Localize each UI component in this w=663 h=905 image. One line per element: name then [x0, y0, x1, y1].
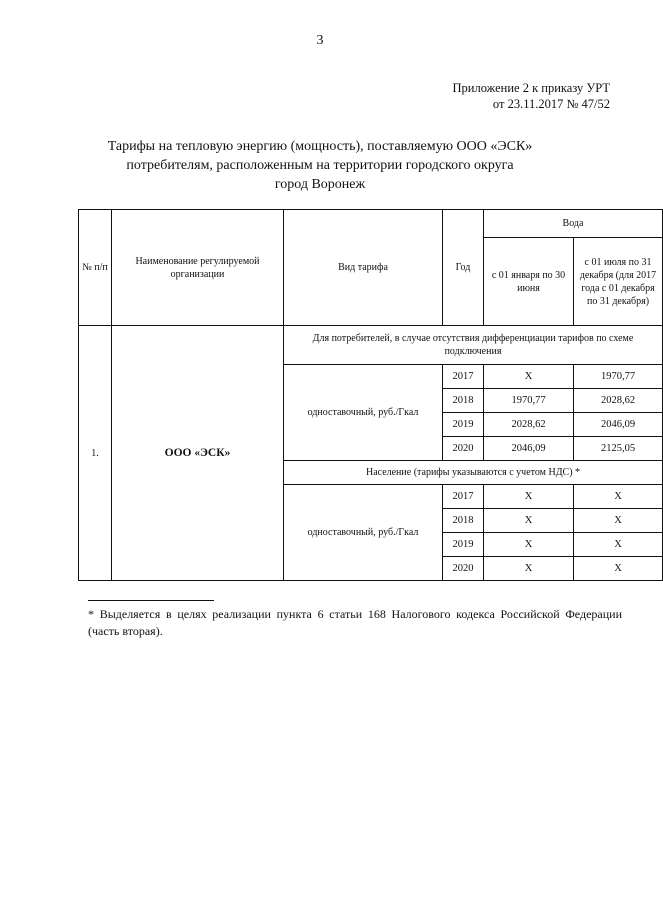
document-title [80, 137, 560, 194]
footnote-divider [88, 600, 214, 601]
page-number: 3 [316, 33, 324, 48]
tariff-table [78, 209, 663, 581]
title-line-3: город Воронеж [274, 177, 366, 192]
header-organization: Наименование регулируемой организации [112, 210, 284, 326]
period-1-value: 1970,77 [484, 389, 574, 413]
organization-name: ООО «ЭСК» [112, 326, 284, 581]
tariff-type-cell: одноставочный, руб./Гкал [284, 365, 443, 461]
period-2-value: 1970,77 [574, 365, 663, 389]
year-cell: 2020 [443, 437, 484, 461]
title-line-1: Тарифы на тепловую энергию (мощность), поставляемую ООО «ЭСК» [107, 139, 533, 154]
year-cell: 2018 [443, 389, 484, 413]
section-label: Для потребителей, в случае отсутствия дифференциации тарифов по схеме подключения [284, 326, 663, 365]
year-cell: 2018 [443, 509, 484, 533]
year-cell: 2017 [443, 365, 484, 389]
row-number: 1. [79, 326, 112, 581]
period-1-value: Х [484, 533, 574, 557]
period-2-value: Х [574, 557, 663, 581]
period-2-value: 2046,09 [574, 413, 663, 437]
header-period-2: с 01 июля по 31 декабря (для 2017 года с 01 декабря по 31 декабря) [574, 238, 663, 326]
period-1-value: 2046,09 [484, 437, 574, 461]
period-2-value: 2125,05 [574, 437, 663, 461]
year-cell: 2019 [443, 413, 484, 437]
header-year: Год [443, 210, 484, 326]
appendix-reference [453, 80, 611, 112]
title-line-2: потребителям, расположенным на территории городского округа [126, 158, 514, 173]
year-cell: 2020 [443, 557, 484, 581]
period-2-value: Х [574, 509, 663, 533]
header-period-1: с 01 января по 30 июня [484, 238, 574, 326]
year-cell: 2019 [443, 533, 484, 557]
period-1-value: Х [484, 557, 574, 581]
period-2-value: Х [574, 533, 663, 557]
period-2-value: Х [574, 485, 663, 509]
header-tariff-type: Вид тарифа [284, 210, 443, 326]
section-label: Население (тарифы указываются с учетом НДС) * [284, 461, 663, 485]
period-1-value: 2028,62 [484, 413, 574, 437]
header-number: № п/п [79, 210, 112, 326]
period-1-value: Х [484, 485, 574, 509]
header-water: Вода [484, 210, 663, 238]
tariff-type-cell: одноставочный, руб./Гкал [284, 485, 443, 581]
period-1-value: Х [484, 365, 574, 389]
footnote: * Выделяется в целях реализации пункта 6 статьи 168 Налогового кодекса Российской Федерации (часть вторая). [88, 607, 622, 638]
appendix-line-2: от 23.11.2017 № 47/52 [492, 97, 610, 111]
year-cell: 2017 [443, 485, 484, 509]
appendix-line-1: Приложение 2 к приказу УРТ [452, 81, 610, 95]
period-1-value: Х [484, 509, 574, 533]
period-2-value: 2028,62 [574, 389, 663, 413]
